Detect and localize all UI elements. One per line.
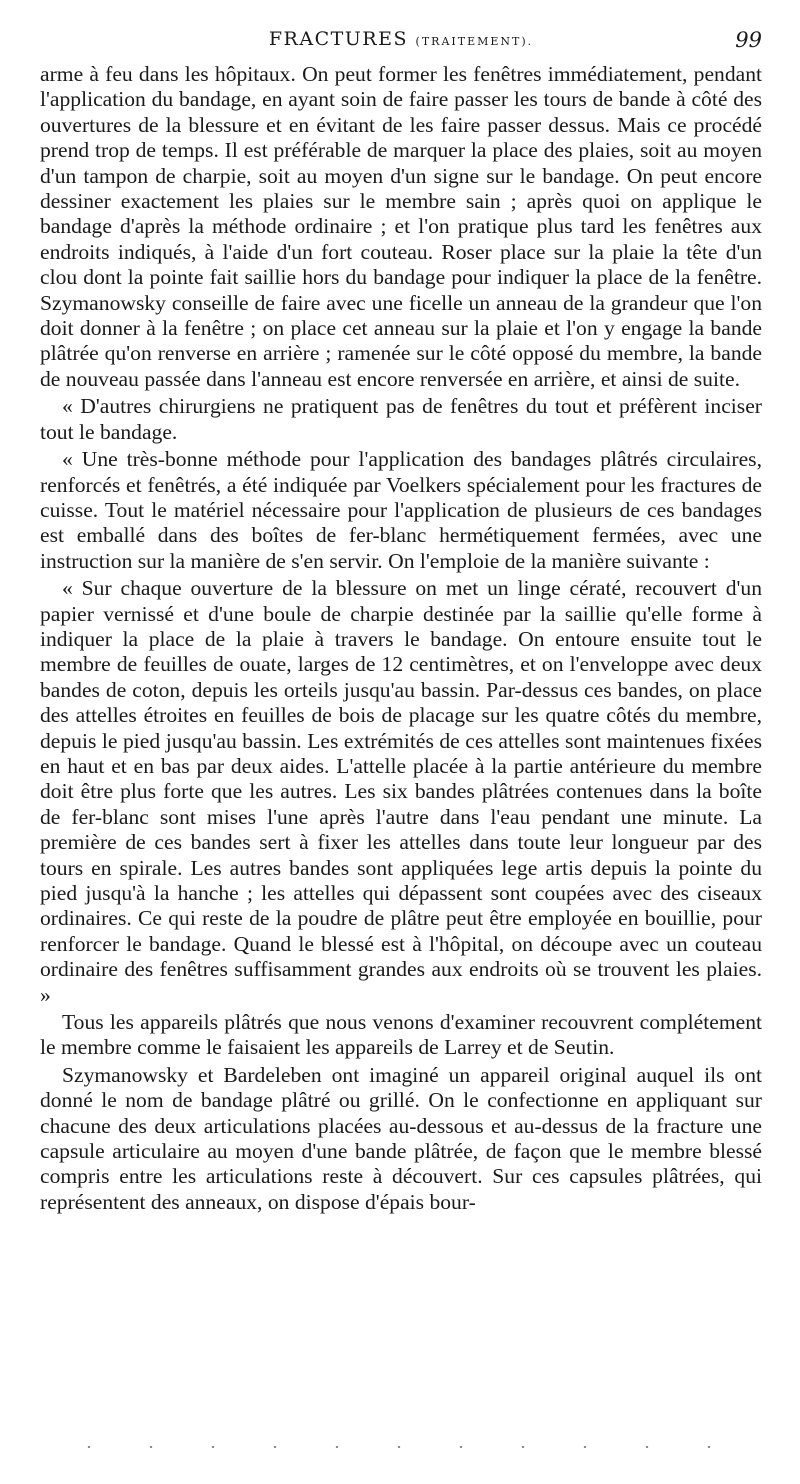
running-title [40, 28, 762, 50]
chapter-title: FRACTURES [268, 28, 408, 50]
paragraph-2: « D'autres chirurgiens ne pratiquent pas de fenêtres du tout et préfèrent inciser tout le bandage. [40, 394, 762, 444]
body-text [40, 62, 762, 1215]
paragraph-5: Tous les appareils plâtrés que nous venons d'examiner recouvrent complétement le membre comme le faisaient les appareils de Larrey et de Seutin. [40, 1010, 762, 1060]
paragraph-6: Szymanowsky et Bardeleben ont imaginé un appareil original auquel ils ont donné le nom de bandage plâtré ou grillé. On le confectionne en appliquant sur chacune des deux articulations placées au-dessous et au-dessus de la fracture une capsule articulaire au moyen d'une bande plâtrée, de façon que le membre blessé compris entre les articulations reste à découvert. Sur ces capsules plâtrées, qui représentent des anneaux, on dispose d'épais bour- [40, 1062, 762, 1214]
page-number: 99 [735, 28, 762, 52]
footer-dot-rule [58, 1446, 730, 1448]
paragraph-4: « Sur chaque ouverture de la blessure on met un linge cératé, recouvert d'un papier vernissé et d'une boule de charpie destinée par la saillie qu'elle forme à indiquer la place de la plaie à travers le bandage. On entoure ensuite tout le membre de feuilles de ouate, larges de 12 centimètres, et on l'enveloppe avec deux bandes de coton, depuis les orteils jusqu'au bassin. Par-dessus ces bandes, on place des attelles étroites en feuilles de bois de placage sur les quatre côtés du membre, depuis le pied jusqu'au bassin. Les extrémités de ces attelles sont maintenues fixées en haut et en bas par deux aides. L'attelle placée à la partie antérieure du membre doit être plus forte que les autres. Les six bandes plâtrées contenues dans la boîte de fer-blanc sont mises l'une après l'autre dans l'eau pendant une minute. La première de ces bandes sert à fixer les attelles dans toute leur longueur par des tours en spirale. Les autres bandes sont appliquées lege artis depuis la pointe du pied jusqu'à la hanche ; les attelles qui dépassent sont coupées avec des ciseaux ordinaires. Ce qui reste de la poudre de plâtre peut être employée en bouillie, pour renforcer le bandage. Quand le blessé est à l'hôpital, on découpe avec un couteau ordinaire des fenêtres suffisamment grandes aux endroits où se trouvent les plaies. » [40, 576, 762, 1007]
paragraph-3: « Une très-bonne méthode pour l'application des bandages plâtrés circulaires, renforcés et fenêtrés, a été indiquée par Voelkers spécialement pour les fractures de cuisse. Tout le matériel nécessaire pour l'application de plusieurs de ces bandages est emballé dans des boîtes de fer-blanc hermétiquement fermées, avec une instruction sur la manière de s'en servir. On l'emploie de la manière suivante : [40, 447, 762, 573]
paragraph-1: arme à feu dans les hôpitaux. On peut former les fenêtres immédiatement, pendant l'application du bandage, en ayant soin de faire passer les tours de bande à côté des ouvertures de la blessure et en évitant de les faire passer dessus. Mais ce procédé prend trop de temps. Il est préférable de marquer la place des plaies, soit au moyen d'un tampon de charpie, soit au moyen d'un signe sur le bandage. On peut encore dessiner exactement les plaies sur le membre sain ; après quoi on applique le bandage d'après la méthode ordinaire ; et l'on pratique plus tard les fenêtres aux endroits indiqués, à l'aide d'un fort couteau. Roser place sur la plaie la tête d'un clou dont la pointe fait saillie hors du bandage pour indiquer la place de la fenêtre. Szymanowsky conseille de faire avec une ficelle un anneau de la grandeur que l'on doit donner à la fenêtre ; on place cet anneau sur la plaie et l'on y engage la bande plâtrée qu'on renverse en arrière ; ramenée sur le côté opposé du membre, la bande de nouveau passée dans l'anneau est encore renversée en arrière, et ainsi de suite. [40, 62, 762, 391]
chapter-subtitle: (TRAITEMENT). [415, 35, 534, 48]
running-head [40, 28, 762, 54]
